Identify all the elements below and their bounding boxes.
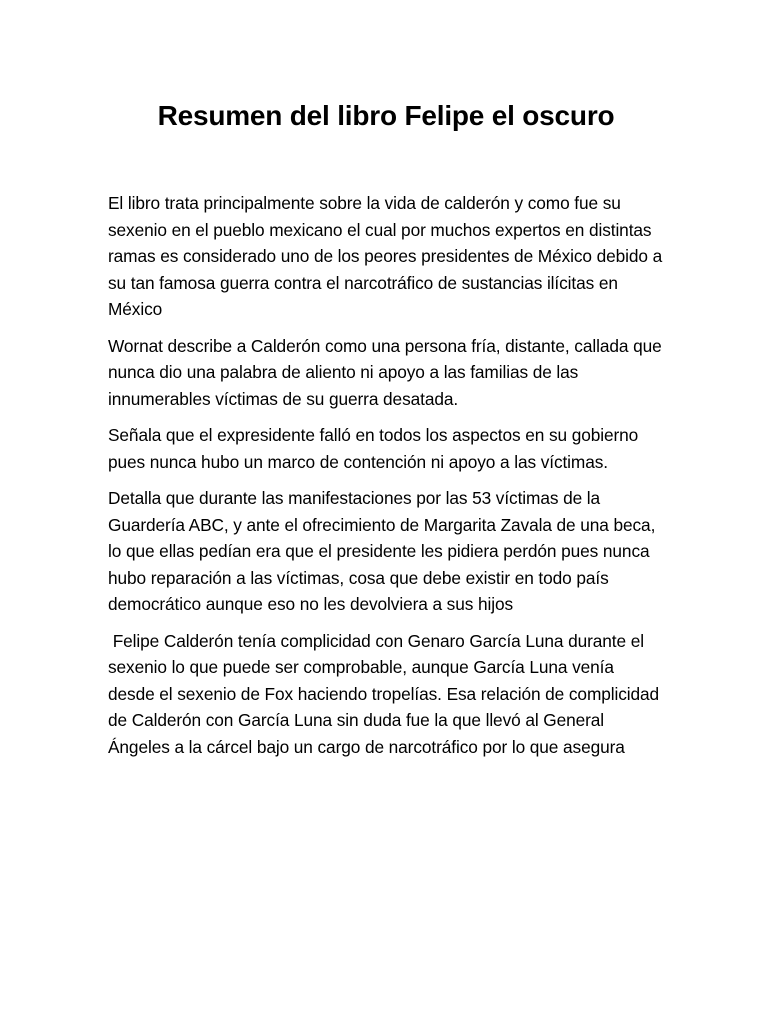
paragraph-1: El libro trata principalmente sobre la vida de calderón y como fue su sexenio en el pueblo mexicano el cual por muchos expertos en distintas ramas es considerado uno de los peores presidentes de México debido a su tan famosa guerra contra el narcotráfico de sustancias ilícitas en México [108, 193, 663, 319]
paragraph-2: Wornat describe a Calderón como una persona fría, distante, callada que nunca dio una palabra de aliento ni apoyo a las familias de las innumerables víctimas de su guerra desatada. [108, 335, 662, 409]
paragraph-5: Felipe Calderón tenía complicidad con Genaro García Luna durante el sexenio lo que puede ser comprobable, aunque García Luna venía desde el sexenio de Fox haciendo tropelías. Esa relación de complicidad de Calderón con García Luna sin duda fue la que llevó al General Ángeles a la cárcel bajo un cargo de narcotráfico por lo que asegura [108, 630, 664, 757]
document-title: Resumen del libro Felipe el oscuro [157, 100, 615, 131]
paragraph-4: Detalla que durante las manifestaciones por las 53 víctimas de la Guardería ABC, y ante el ofrecimiento de Margarita Zavala de una beca, lo que ellas pedían era que el presidente les pidiera perdón pues nunca hubo reparación a las víctimas, cosa que debe existir en todo país democrático aunque eso no les devolviera a sus hijos [108, 488, 656, 614]
paragraph-3: Señala que el expresidente falló en todos los aspectos en su gobierno pues nunca hubo un marco de contención ni apoyo a las víctimas. [108, 425, 639, 472]
